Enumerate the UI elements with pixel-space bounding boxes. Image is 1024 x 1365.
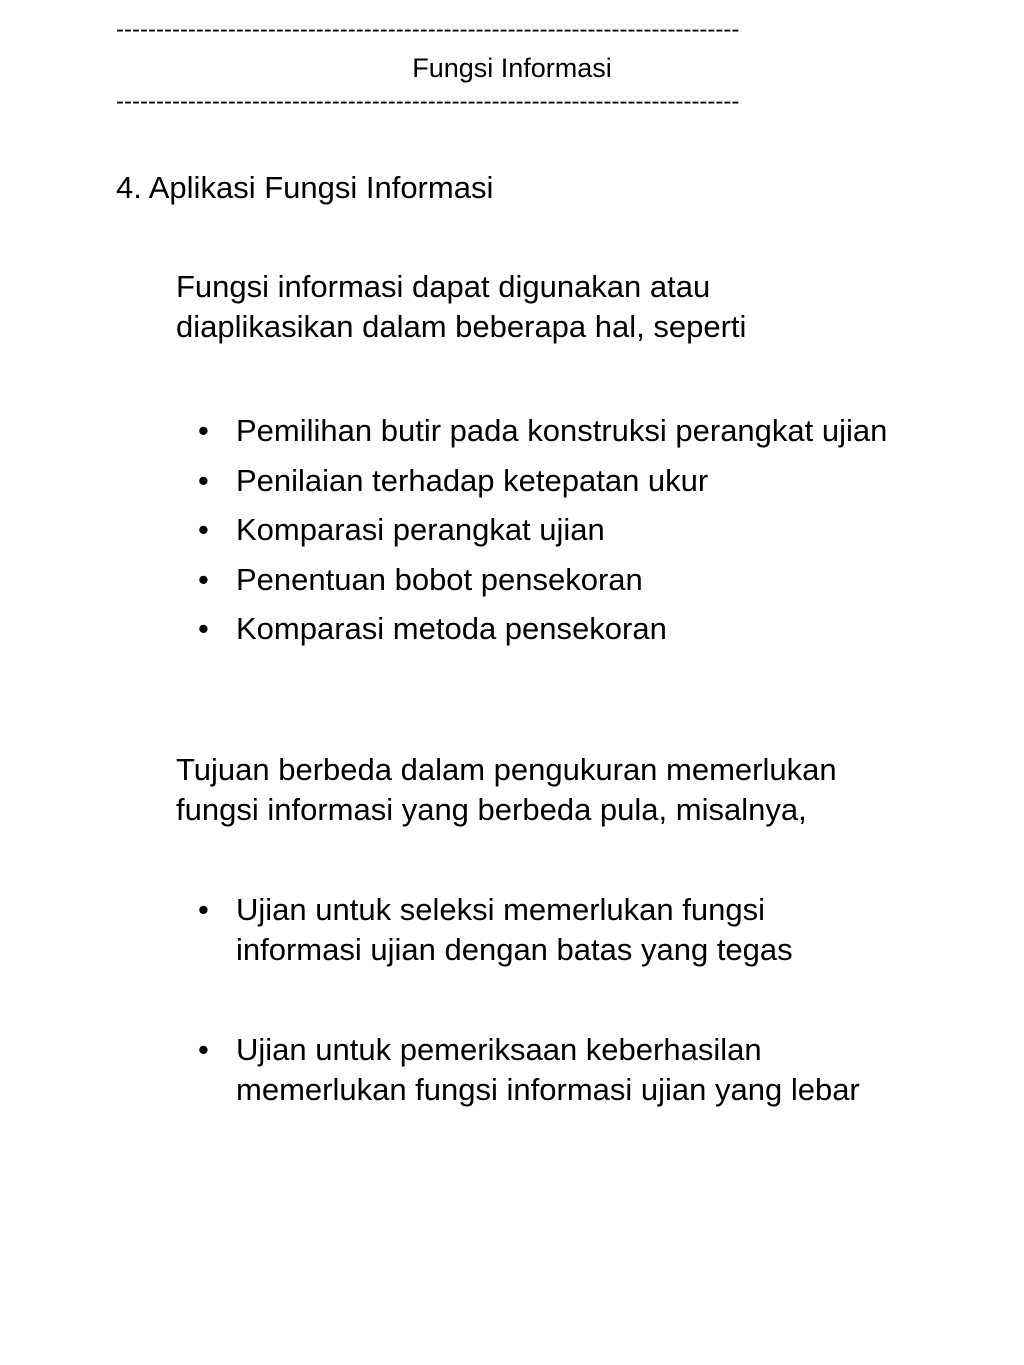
list-item	[196, 604, 996, 654]
list-item-text: Komparasi perangkat ujian	[236, 512, 605, 547]
bullet-icon: •	[198, 892, 209, 927]
list-item	[196, 406, 996, 456]
bullet-icon: •	[198, 561, 209, 597]
applications-list	[196, 406, 996, 654]
intro-line: Fungsi informasi dapat digunakan atau	[176, 269, 711, 304]
purpose-line: Tujuan berbeda dalam pengukuran memerlukan	[176, 752, 837, 787]
examples-list	[196, 890, 996, 1170]
list-item	[196, 1030, 996, 1110]
bullet-icon: •	[198, 413, 209, 448]
list-item-text: Pemilihan butir pada konstruksi perangkat ujian	[236, 413, 888, 448]
list-item-text: memerlukan fungsi informasi ujian yang lebar	[236, 1072, 860, 1107]
page-header-title: Fungsi Informasi	[412, 53, 612, 83]
list-item-text: Komparasi metoda pensekoran	[236, 611, 667, 646]
list-item-text: Ujian untuk seleksi memerlukan fungsi	[236, 892, 765, 927]
list-item	[196, 890, 996, 970]
bullet-icon: •	[198, 512, 209, 547]
header-rule-top: ------------------------------------------------------------------------------	[116, 18, 740, 42]
list-item-text: Penilaian terhadap ketepatan ukur	[236, 462, 709, 498]
list-item-text: Ujian untuk pemeriksaan keberhasilan	[236, 1032, 762, 1067]
purpose-line: fungsi informasi yang berbeda pula, misalnya,	[176, 792, 807, 827]
section-heading: 4. Aplikasi Fungsi Informasi	[116, 170, 494, 205]
list-item	[196, 456, 996, 506]
header-rule-bottom: ------------------------------------------------------------------------------	[116, 90, 740, 114]
bullet-icon: •	[198, 462, 209, 498]
bullet-icon: •	[198, 611, 209, 646]
intro-paragraph	[176, 267, 936, 347]
list-item	[196, 505, 996, 555]
list-item-text: Penentuan bobot pensekoran	[236, 561, 643, 597]
purpose-paragraph	[176, 750, 936, 830]
intro-line: diaplikasikan dalam beberapa hal, seperti	[176, 309, 747, 344]
list-item-text: informasi ujian dengan batas yang tegas	[236, 932, 793, 967]
list-item	[196, 555, 996, 605]
bullet-icon: •	[198, 1032, 209, 1067]
